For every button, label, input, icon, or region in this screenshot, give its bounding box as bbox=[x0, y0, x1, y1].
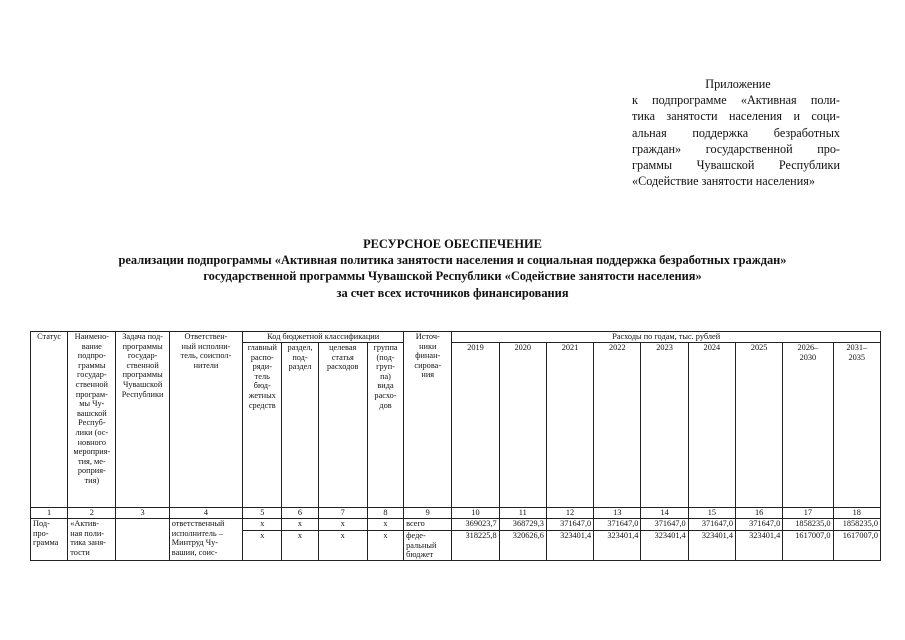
value-cell: 371647,0 bbox=[688, 519, 735, 531]
value-cell: 323401,4 bbox=[546, 531, 593, 561]
title-line: РЕСУРСНОЕ ОБЕСПЕЧЕНИЕ bbox=[363, 237, 542, 251]
code-cell: х bbox=[318, 531, 367, 561]
column-number: 18 bbox=[833, 508, 880, 519]
row-status: Под- про- грамма bbox=[31, 519, 68, 561]
column-number: 12 bbox=[546, 508, 593, 519]
header-expenses: Расходы по годам, тыс. рублей bbox=[452, 332, 881, 343]
column-number: 11 bbox=[499, 508, 546, 519]
header-year: 2031– 2035 bbox=[833, 343, 880, 508]
header-year: 2022 bbox=[594, 343, 641, 508]
header-kbk-target: целевая статья расходов bbox=[318, 343, 367, 508]
header-responsible: Ответствен- ный исполни- тель, соиспол- нители bbox=[169, 332, 242, 508]
value-cell: 1858235,0 bbox=[833, 519, 880, 531]
code-cell: х bbox=[243, 531, 282, 561]
value-cell: 371647,0 bbox=[641, 519, 688, 531]
column-numbers-row bbox=[31, 508, 881, 519]
resource-table bbox=[30, 331, 881, 561]
value-cell: 369023,7 bbox=[452, 519, 499, 531]
source-cell: феде- ральный бюджет bbox=[404, 531, 452, 561]
header-name: Наимено- вание подпро- граммы государ- ственной програм- мы Чу- вашской Респуб- лики (ос- новного мероприя- тия, ме- роприя- тия) bbox=[68, 332, 116, 508]
value-cell: 368729,3 bbox=[499, 519, 546, 531]
column-number: 3 bbox=[116, 508, 169, 519]
code-cell: х bbox=[243, 519, 282, 531]
column-number: 6 bbox=[282, 508, 318, 519]
column-number: 14 bbox=[641, 508, 688, 519]
annex-line: тика занятости населения и соци- bbox=[632, 109, 840, 124]
column-number: 16 bbox=[735, 508, 782, 519]
source-cell: всего bbox=[404, 519, 452, 531]
annex-block bbox=[632, 76, 840, 189]
header-year: 2021 bbox=[546, 343, 593, 508]
header-kbk-main: главный распо- ряди- тель бюд- жетных средств bbox=[243, 343, 282, 508]
value-cell: 371647,0 bbox=[546, 519, 593, 531]
header-year: 2024 bbox=[688, 343, 735, 508]
value-cell: 1617007,0 bbox=[783, 531, 833, 561]
annex-line: «Содействие занятости населения» bbox=[632, 174, 815, 189]
row-task bbox=[116, 519, 169, 561]
header-year: 2023 bbox=[641, 343, 688, 508]
value-cell: 323401,4 bbox=[735, 531, 782, 561]
value-cell: 318225,8 bbox=[452, 531, 499, 561]
title-line: государственной программы Чувашской Республики «Содействие занятости населения» bbox=[203, 269, 702, 284]
code-cell: х bbox=[367, 519, 403, 531]
title-line: реализации подпрограммы «Активная политика занятости населения и социальная поддержка безработных граждан» bbox=[118, 253, 787, 268]
column-number: 1 bbox=[31, 508, 68, 519]
column-number: 9 bbox=[404, 508, 452, 519]
row-name: «Актив- ная поли- тика заня- тости bbox=[68, 519, 116, 561]
header-kbk: Код бюджетной классификации bbox=[243, 332, 404, 343]
value-cell: 323401,4 bbox=[594, 531, 641, 561]
code-cell: х bbox=[367, 531, 403, 561]
column-number: 7 bbox=[318, 508, 367, 519]
column-number: 17 bbox=[783, 508, 833, 519]
header-kbk-section: раздел, под- раздел bbox=[282, 343, 318, 508]
code-cell: х bbox=[282, 531, 318, 561]
annex-line: граммы Чувашской Республики bbox=[632, 158, 840, 173]
column-number: 5 bbox=[243, 508, 282, 519]
value-cell: 323401,4 bbox=[688, 531, 735, 561]
column-number: 4 bbox=[169, 508, 242, 519]
column-number: 10 bbox=[452, 508, 499, 519]
document-title bbox=[40, 236, 865, 301]
header-task: Задача под- программы государ- ственной программы Чувашской Республики bbox=[116, 332, 169, 508]
annex-line: альная поддержка безработных bbox=[632, 125, 840, 140]
value-cell: 323401,4 bbox=[641, 531, 688, 561]
value-cell: 371647,0 bbox=[594, 519, 641, 531]
code-cell: х bbox=[318, 519, 367, 531]
column-number: 8 bbox=[367, 508, 403, 519]
header-year: 2025 bbox=[735, 343, 782, 508]
header-year: 2020 bbox=[499, 343, 546, 508]
table-row bbox=[31, 519, 881, 531]
annex-line: граждан» государственной про- bbox=[632, 141, 840, 156]
title-line: за счет всех источников финансирования bbox=[336, 285, 569, 300]
header-kbk-group: группа (под- груп- па) вида расхо- дов bbox=[367, 343, 403, 508]
header-sources: Источ- ники финан- сирова- ния bbox=[404, 332, 452, 508]
header-year: 2019 bbox=[452, 343, 499, 508]
annex-title: Приложение bbox=[705, 77, 771, 91]
header-status: Статус bbox=[31, 332, 68, 343]
code-cell: х bbox=[282, 519, 318, 531]
column-number: 13 bbox=[594, 508, 641, 519]
column-number: 2 bbox=[68, 508, 116, 519]
annex-line: к подпрограмме «Активная поли- bbox=[632, 93, 840, 108]
header-year: 2026– 2030 bbox=[783, 343, 833, 508]
value-cell: 371647,0 bbox=[735, 519, 782, 531]
value-cell: 1858235,0 bbox=[783, 519, 833, 531]
value-cell: 320626,6 bbox=[499, 531, 546, 561]
header-status-filler bbox=[31, 343, 68, 508]
annex-text bbox=[632, 92, 840, 189]
row-responsible: ответственный исполнитель – Минтруд Чу- вашии, соис- bbox=[169, 519, 242, 561]
value-cell: 1617007,0 bbox=[833, 531, 880, 561]
column-number: 15 bbox=[688, 508, 735, 519]
